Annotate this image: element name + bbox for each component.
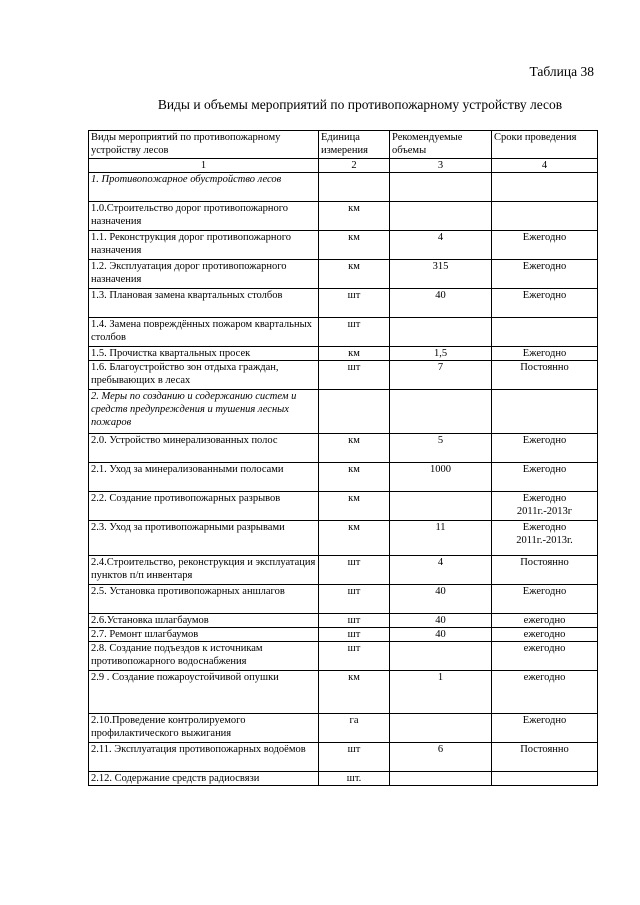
unit-cell: шт xyxy=(319,361,390,390)
unit-cell: км xyxy=(319,671,390,714)
volume-cell: 1,5 xyxy=(390,347,492,361)
activity-cell: 2.12. Содержание средств радиосвязи xyxy=(89,772,319,786)
table-row xyxy=(89,614,598,628)
volume-cell: 315 xyxy=(390,260,492,289)
column-number: 2 xyxy=(319,159,390,173)
table-row xyxy=(89,173,598,202)
term-cell: Постоянно xyxy=(492,743,598,772)
table-number: Таблица 38 xyxy=(529,64,594,79)
term-cell: Постоянно xyxy=(492,361,598,390)
volume-cell: 5 xyxy=(390,434,492,463)
unit-cell: га xyxy=(319,714,390,743)
term-cell xyxy=(492,173,598,202)
table-row xyxy=(89,743,598,772)
activity-cell: 2.3. Уход за противопожарными разрывами xyxy=(89,521,319,556)
term-cell xyxy=(492,390,598,434)
volume-cell: 40 xyxy=(390,585,492,614)
table-row xyxy=(89,361,598,390)
term-cell xyxy=(492,772,598,786)
unit-cell: шт. xyxy=(319,772,390,786)
unit-cell: шт xyxy=(319,556,390,585)
unit-cell: км xyxy=(319,434,390,463)
activity-cell: 1.0.Строительство дорог противопожарного назначения xyxy=(89,202,319,231)
unit-cell: шт xyxy=(319,289,390,318)
activity-cell: 2. Меры по созданию и содержанию систем и средств предупреждения и тушения лесных пожаров xyxy=(89,390,319,434)
term-cell xyxy=(492,202,598,231)
term-cell xyxy=(492,318,598,347)
term-cell: Ежегодно xyxy=(492,289,598,318)
header-cell: Сроки проведения xyxy=(492,131,598,159)
header-cell: Виды мероприятий по противопожарному устройству лесов xyxy=(89,131,319,159)
term-cell: Ежегодно xyxy=(492,585,598,614)
unit-cell: шт xyxy=(319,743,390,772)
activity-cell: 2.7. Ремонт шлагбаумов xyxy=(89,628,319,642)
term-cell: Ежегодно xyxy=(492,434,598,463)
measures-table xyxy=(88,130,598,786)
column-numbers-row xyxy=(89,159,598,173)
header-cell: Рекомендуемые объемы xyxy=(390,131,492,159)
term-cell: Ежегодно xyxy=(492,260,598,289)
activity-cell: 1.4. Замена повреждённых пожаром квартальных столбов xyxy=(89,318,319,347)
volume-cell: 1000 xyxy=(390,463,492,492)
term-cell: ежегодно xyxy=(492,642,598,671)
volume-cell xyxy=(390,202,492,231)
volume-cell: 40 xyxy=(390,289,492,318)
table-row xyxy=(89,585,598,614)
table-row xyxy=(89,521,598,556)
volume-cell: 7 xyxy=(390,361,492,390)
activity-cell: 2.1. Уход за минерализованными полосами xyxy=(89,463,319,492)
table-row xyxy=(89,231,598,260)
term-cell: Ежегодно xyxy=(492,463,598,492)
column-number: 1 xyxy=(89,159,319,173)
table-row xyxy=(89,671,598,714)
term-cell: ежегодно xyxy=(492,614,598,628)
unit-cell: км xyxy=(319,463,390,492)
unit-cell: шт xyxy=(319,585,390,614)
volume-cell: 6 xyxy=(390,743,492,772)
unit-cell: км xyxy=(319,492,390,521)
volume-cell: 4 xyxy=(390,231,492,260)
unit-cell: км xyxy=(319,347,390,361)
table-row xyxy=(89,390,598,434)
term-cell: ежегодно xyxy=(492,671,598,714)
activity-cell: 2.2. Создание противопожарных разрывов xyxy=(89,492,319,521)
volume-cell: 4 xyxy=(390,556,492,585)
volume-cell: 1 xyxy=(390,671,492,714)
unit-cell: шт xyxy=(319,642,390,671)
volume-cell xyxy=(390,173,492,202)
activity-cell: 2.6.Установка шлагбаумов xyxy=(89,614,319,628)
table-row xyxy=(89,492,598,521)
volume-cell xyxy=(390,390,492,434)
activity-cell: 1.5. Прочистка квартальных просек xyxy=(89,347,319,361)
header-row xyxy=(89,131,598,159)
unit-cell: шт xyxy=(319,318,390,347)
unit-cell: км xyxy=(319,260,390,289)
volume-cell: 40 xyxy=(390,628,492,642)
term-cell: Ежегодно xyxy=(492,347,598,361)
term-cell: Постоянно xyxy=(492,556,598,585)
unit-cell: км xyxy=(319,521,390,556)
table-title: Виды и объемы мероприятий по противопожарному устройству лесов xyxy=(157,97,563,112)
volume-cell xyxy=(390,772,492,786)
table-row xyxy=(89,318,598,347)
column-number: 3 xyxy=(390,159,492,173)
table-row xyxy=(89,289,598,318)
term-cell: Ежегодно xyxy=(492,714,598,743)
term-cell: Ежегодно 2011г.-2013г xyxy=(492,492,598,521)
unit-cell xyxy=(319,173,390,202)
volume-cell xyxy=(390,714,492,743)
unit-cell xyxy=(319,390,390,434)
activity-cell: 1. Противопожарное обустройство лесов xyxy=(89,173,319,202)
table-row xyxy=(89,642,598,671)
volume-cell: 40 xyxy=(390,614,492,628)
table-row xyxy=(89,260,598,289)
term-cell: Ежегодно 2011г.-2013г. xyxy=(492,521,598,556)
volume-cell xyxy=(390,318,492,347)
activity-cell: 2.4.Строительство, реконструкция и эксплуатация пунктов п/п инвентаря xyxy=(89,556,319,585)
table-row xyxy=(89,202,598,231)
header-cell: Единица измерения xyxy=(319,131,390,159)
table-row xyxy=(89,556,598,585)
activity-cell: 1.2. Эксплуатация дорог противопожарного назначения xyxy=(89,260,319,289)
table-row xyxy=(89,714,598,743)
activity-cell: 1.3. Плановая замена квартальных столбов xyxy=(89,289,319,318)
activity-cell: 2.9 . Создание пожароустойчивой опушки xyxy=(89,671,319,714)
volume-cell xyxy=(390,642,492,671)
activity-cell: 2.10.Проведение контролируемого профилактического выжигания xyxy=(89,714,319,743)
activity-cell: 2.8. Создание подъездов к источникам противопожарного водоснабжения xyxy=(89,642,319,671)
activity-cell: 1.6. Благоустройство зон отдыха граждан, пребывающих в лесах xyxy=(89,361,319,390)
table-row xyxy=(89,772,598,786)
table-row xyxy=(89,434,598,463)
activity-cell: 1.1. Реконструкция дорог противопожарного назначения xyxy=(89,231,319,260)
column-number: 4 xyxy=(492,159,598,173)
table-row xyxy=(89,347,598,361)
unit-cell: шт xyxy=(319,628,390,642)
volume-cell: 11 xyxy=(390,521,492,556)
activity-cell: 2.11. Эксплуатация противопожарных водоёмов xyxy=(89,743,319,772)
term-cell: ежегодно xyxy=(492,628,598,642)
unit-cell: км xyxy=(319,231,390,260)
volume-cell xyxy=(390,492,492,521)
table-row xyxy=(89,628,598,642)
unit-cell: шт xyxy=(319,614,390,628)
table-row xyxy=(89,463,598,492)
term-cell: Ежегодно xyxy=(492,231,598,260)
activity-cell: 2.0. Устройство минерализованных полос xyxy=(89,434,319,463)
activity-cell: 2.5. Установка противопожарных аншлагов xyxy=(89,585,319,614)
unit-cell: км xyxy=(319,202,390,231)
